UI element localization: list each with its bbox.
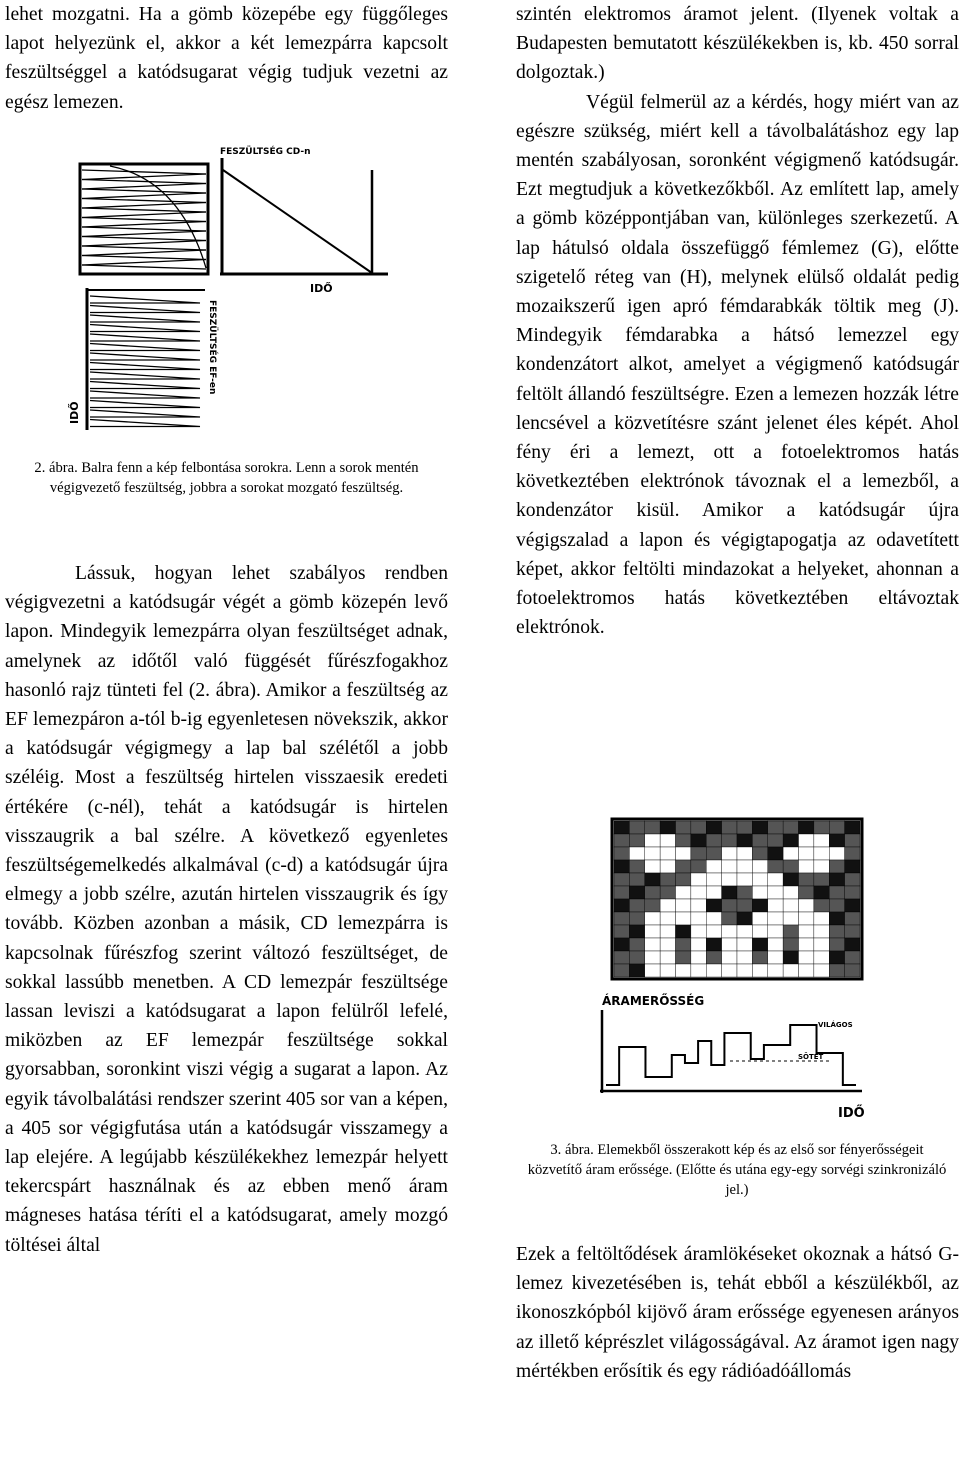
mosaic-cell: [691, 925, 706, 938]
mosaic-cell: [799, 886, 814, 899]
mosaic-cell: [768, 925, 783, 938]
mosaic-cell: [783, 821, 798, 834]
mosaic-cell: [722, 938, 737, 951]
mosaic-cell: [645, 951, 660, 964]
mosaic-cell: [799, 860, 814, 873]
mosaic-cell: [783, 925, 798, 938]
mosaic-cell: [706, 912, 721, 925]
mosaic-cell: [752, 951, 767, 964]
sawtooth-line: [90, 334, 200, 341]
mosaic-cell: [614, 964, 629, 977]
mosaic-cell: [814, 886, 829, 899]
ef-voltage-graph: [67, 288, 219, 430]
paragraph-right-3: Ezek a feltöltődések áramlökéseket okoznak a hátsó G-lemez kivezetésében is, tehát ebből a készülékből, az ikonoszkópból kijövő áram erőssége egyenesen arányos az illető képrészlet világosságával. Az áramot igen nagy mértékben erősítik és egy rádióadóállomás: [516, 1244, 959, 1382]
current-graph: [600, 993, 865, 1121]
mosaic-cell: [676, 873, 691, 886]
mosaic-cell: [660, 860, 675, 873]
mosaic-cell: [845, 886, 860, 899]
right-column-lower: [516, 1240, 959, 1386]
mosaic-cell: [737, 834, 752, 847]
mosaic-cell: [829, 912, 844, 925]
mosaic-cell: [676, 938, 691, 951]
mosaic-cell: [629, 886, 644, 899]
mosaic-cell: [845, 925, 860, 938]
mosaic-cell: [645, 899, 660, 912]
raster-scan-frame: [80, 164, 208, 274]
mosaic-cell: [645, 860, 660, 873]
mosaic-cell: [676, 834, 691, 847]
mosaic-cell: [814, 899, 829, 912]
mosaic-cell: [629, 964, 644, 977]
mosaic-cell: [645, 847, 660, 860]
mosaic-cell: [614, 873, 629, 886]
sawtooth-line: [90, 296, 200, 303]
mosaic-cell: [752, 873, 767, 886]
mosaic-cell: [676, 964, 691, 977]
sawtooth-line: [90, 420, 200, 427]
paragraph-left-1: lehet mozgatni. Ha a gömb közepébe egy függőleges lapot helyezünk el, akkor a két lemezpárra kapcsolt feszültséggel a katódsugarat végig tudjuk vezetni az egész lemezen.: [5, 4, 448, 113]
mosaic-cell: [645, 873, 660, 886]
left-column: [5, 0, 448, 117]
mosaic-cell: [752, 899, 767, 912]
mosaic-cell: [691, 873, 706, 886]
mosaic-cell: [799, 847, 814, 860]
mosaic-cell: [829, 847, 844, 860]
mosaic-cell: [691, 834, 706, 847]
mosaic-cell: [722, 951, 737, 964]
sawtooth-line: [90, 382, 200, 389]
mosaic-cell: [691, 938, 706, 951]
mosaic-cell: [799, 951, 814, 964]
mosaic-cell: [829, 860, 844, 873]
mosaic-cell: [645, 925, 660, 938]
mosaic-cell: [660, 951, 675, 964]
mosaic-cell: [722, 821, 737, 834]
paragraph-left-2: Lássuk, hogyan lehet szabályos rendben végigvezetni a katódsugár végét a gömb közepén levő lapon. Mindegyik lemezpárra olyan feszültséget adnak, amelynek az időtől való függését fűrészfogakhoz hasonló rajz tünteti fel (2. ábra). Amikor a feszültség az EF lemezpáron a-tól b-ig egyenletesen növekszik, akkor a katódsugár végigmegy a lap bal szélétől a jobb széléig. Most a feszültség hirtelen visszaesik eredeti értékére (c-nél), tehát a katódsugár is hirtelen visszaugrik a bal szélre. A következő egyenletes feszültségemelkedés alkalmával (c-d) a katódsugár újra elmegy a jobb szélre, azután hirtelen visszaugrik és így tovább. Közben azonban a másik, CD lemezpárra is kapcsolnak fűrészfog szerint változó feszültséget, de sokkal lassúbb menetben. A CD lemezpár feszültsége lassan leviszi a katódsugarat a lapon felülről lefelé, miközben az EF lemezpár feszültsége sokkal gyorsabban, soronkint viszi végig a sugarat a lapon. Az egyik távolbalátási rendszer szerint 405 sor van a képen, a 405 sor végigfutása után a katódsugár visszamegy a lap elejére. A legújabb készülékekhez lemezpár helyett tekercspárt használnak és az ebben menő áram mágneses hatása téríti el a katódsugarat, amely mozgó töltései által: [5, 563, 448, 1256]
mosaic-cell: [614, 899, 629, 912]
cd-voltage-label: FESZÜLTSÉG CD-n: [220, 147, 311, 157]
mosaic-cell: [676, 912, 691, 925]
mosaic-cell: [660, 873, 675, 886]
mosaic-cell: [629, 834, 644, 847]
mosaic-cell: [722, 964, 737, 977]
mosaic-cell: [783, 834, 798, 847]
current-label: ÁRAMERŐSSÉG: [602, 994, 705, 1008]
mosaic-cell: [768, 873, 783, 886]
mosaic-cell: [845, 938, 860, 951]
mosaic-cell: [676, 847, 691, 860]
mosaic-cell: [829, 951, 844, 964]
figure-3-caption: 3. ábra. Elemekből összerakott kép és az első sor fényerősségeit közvetítő áram erőssége. (Előtte és utána egy-egy sorvégi szinkronizáló jel.): [527, 1142, 947, 1198]
mosaic-cell: [614, 912, 629, 925]
mosaic-cell: [706, 821, 721, 834]
mosaic-cell: [768, 821, 783, 834]
mosaic-cell: [645, 834, 660, 847]
sawtooth-line: [90, 325, 200, 332]
time-label: IDŐ: [838, 1106, 865, 1121]
mosaic-cell: [706, 873, 721, 886]
mosaic-cell: [737, 899, 752, 912]
sawtooth-line: [90, 344, 200, 351]
mosaic-cell: [814, 821, 829, 834]
mosaic-cell: [814, 860, 829, 873]
mosaic-cell: [706, 964, 721, 977]
mosaic-cell: [829, 873, 844, 886]
mosaic-cell: [829, 834, 844, 847]
mosaic-cell: [660, 847, 675, 860]
mosaic-cell: [676, 951, 691, 964]
mosaic-cell: [814, 912, 829, 925]
mosaic-cell: [799, 834, 814, 847]
mosaic-cell: [645, 821, 660, 834]
mosaic-cell: [783, 899, 798, 912]
sawtooth-line: [90, 372, 200, 379]
mosaic-cell: [752, 886, 767, 899]
mosaic-cell: [629, 925, 644, 938]
mosaic-cell: [691, 899, 706, 912]
mosaic-cell: [829, 964, 844, 977]
right-column: [516, 0, 959, 642]
mosaic-cell: [768, 912, 783, 925]
mosaic-cell: [737, 847, 752, 860]
mosaic-cell: [829, 938, 844, 951]
mosaic-cell: [845, 964, 860, 977]
mosaic-cell: [691, 886, 706, 899]
mosaic-cell: [722, 834, 737, 847]
mosaic-cell: [783, 938, 798, 951]
sawtooth-line: [90, 353, 200, 360]
paragraph-right-2: Végül felmerül az a kérdés, hogy miért van az egészre szükség, miért kell a távolbalátáshoz egy lap mentén szabályosan, soronként végigmenő katódsugár. Ezt megtudjuk a következőkből. Az említett lap, amely a gömb középpontjában van, különleges szerkezetű. A lap hátulsó oldala összefüggő fémlemez (G), előtte szigetelő réteg van (H), melynek elülső oldalát pedig mozaikszerű igen apró fémdarabkák töltik meg (J). Mindegyik fémdarabka a hátsó lemezzel egy kondenzátort alkot, amelyet a végigmenő katódsugár feltölt állandó feszültségre. Ezen a lemezen hozzák létre lencsével a közvetítésre szánt jelenet éles képét. Ahol fény éri a lemezt, ott a fotoelektromos hatás következtében elektrónok távoznak el a lemezből, a kondenzátor kisül. Amikor a katódsugár újra végigszalad a lapon és végigtapogatja az odavetített képet, akkor feltölti mindazokat a helyeket, ahonnan a fotoelektromos hatás következtében eltávoztak elektrónok.: [516, 91, 959, 639]
mosaic-cell: [629, 873, 644, 886]
mosaic-cell: [768, 886, 783, 899]
mosaic-cell: [783, 886, 798, 899]
mosaic-cell: [660, 912, 675, 925]
mosaic-cell: [752, 964, 767, 977]
mosaic-cell: [737, 938, 752, 951]
mosaic-cell: [829, 899, 844, 912]
mosaic-cell: [737, 886, 752, 899]
sawtooth-line: [90, 391, 200, 398]
left-column-lower: [5, 559, 448, 1260]
mosaic-cell: [706, 938, 721, 951]
mosaic-cell: [629, 912, 644, 925]
mosaic-cell: [799, 873, 814, 886]
mosaic-cell: [722, 925, 737, 938]
mosaic-cell: [660, 964, 675, 977]
mosaic-cell: [783, 873, 798, 886]
mosaic-cell: [676, 821, 691, 834]
mosaic-cell: [629, 860, 644, 873]
mosaic-cell: [660, 886, 675, 899]
mosaic-cell: [768, 899, 783, 912]
mosaic-cell: [706, 899, 721, 912]
mosaic-cell: [752, 834, 767, 847]
mosaic-cell: [783, 912, 798, 925]
mosaic-cell: [814, 951, 829, 964]
mosaic-cell: [722, 860, 737, 873]
mosaic-cell: [614, 847, 629, 860]
mosaic-cell: [706, 834, 721, 847]
mosaic-cell: [691, 912, 706, 925]
mosaic-cell: [768, 847, 783, 860]
mosaic-cell: [845, 860, 860, 873]
mosaic-cell: [737, 912, 752, 925]
mosaic-cell: [814, 964, 829, 977]
mosaic-cell: [737, 925, 752, 938]
mosaic-cell: [752, 821, 767, 834]
mosaic-cell: [752, 847, 767, 860]
mosaic-cell: [722, 873, 737, 886]
mosaic-cell: [660, 899, 675, 912]
mosaic-cell: [814, 834, 829, 847]
mosaic-cell: [614, 951, 629, 964]
mosaic-cell: [768, 938, 783, 951]
mosaic-cell: [660, 938, 675, 951]
mosaic-cell: [799, 912, 814, 925]
mosaic-cell: [676, 860, 691, 873]
cd-voltage-graph: [220, 145, 388, 295]
mosaic-cell: [629, 821, 644, 834]
time-label-top: IDŐ: [310, 282, 333, 295]
mosaic-cell: [691, 821, 706, 834]
mosaic-cell: [722, 912, 737, 925]
mosaic-cell: [783, 964, 798, 977]
mosaic-cell: [752, 925, 767, 938]
mosaic-cell: [614, 821, 629, 834]
sawtooth-line: [90, 401, 200, 408]
dark-label: SÖTÉT: [798, 1053, 824, 1061]
mosaic-cell: [660, 834, 675, 847]
mosaic-cell: [845, 873, 860, 886]
mosaic-cell: [768, 964, 783, 977]
figure-2: [70, 140, 400, 455]
mosaic-cell: [629, 899, 644, 912]
figure-2-caption: 2. ábra. Balra fenn a kép felbontása sorokra. Lenn a sorok mentén végigvezető feszültség, jobbra a sorokat mozgató feszültség.: [34, 460, 419, 496]
mosaic-cell: [845, 821, 860, 834]
paragraph-right-1: szintén elektromos áramot jelent. (Ilyenek voltak a Budapesten bemutatott készülékekben is, kb. 450 sorral dolgoztak.): [516, 4, 959, 84]
mosaic-cell: [691, 964, 706, 977]
mosaic-cell: [768, 834, 783, 847]
mosaic-cell: [737, 951, 752, 964]
mosaic-cell: [814, 938, 829, 951]
mosaic-cell: [799, 964, 814, 977]
mosaic-cell: [768, 951, 783, 964]
mosaic-cell: [722, 847, 737, 860]
mosaic-cell: [814, 873, 829, 886]
mosaic-cell: [614, 886, 629, 899]
mosaic-cell: [845, 847, 860, 860]
mosaic-cell: [737, 964, 752, 977]
mosaic-cell: [829, 925, 844, 938]
mosaic-cell: [676, 899, 691, 912]
mosaic-cell: [660, 925, 675, 938]
figure-3: [590, 815, 880, 1125]
mosaic-cell: [814, 847, 829, 860]
mosaic-cell: [691, 951, 706, 964]
mosaic-cell: [799, 938, 814, 951]
mosaic-cell: [706, 847, 721, 860]
mosaic-cell: [614, 834, 629, 847]
mosaic-cell: [829, 821, 844, 834]
mosaic-cell: [737, 860, 752, 873]
mosaic-cell: [706, 886, 721, 899]
mosaic-cell: [706, 951, 721, 964]
mosaic-cell: [783, 951, 798, 964]
mosaic-cell: [752, 912, 767, 925]
mosaic-cell: [845, 951, 860, 964]
mosaic-cell: [845, 912, 860, 925]
mosaic-cell: [768, 860, 783, 873]
ef-voltage-label: FESZÜLTSÉG EF-en: [207, 300, 217, 395]
mosaic-cell: [829, 886, 844, 899]
mosaic-cell: [645, 886, 660, 899]
mosaic-cell: [645, 938, 660, 951]
mosaic-cell: [645, 912, 660, 925]
mosaic-cell: [706, 860, 721, 873]
mosaic-cell: [722, 886, 737, 899]
mosaic-cell: [629, 847, 644, 860]
sawtooth-line: [90, 410, 200, 417]
mosaic-cell: [783, 860, 798, 873]
mosaic-cell: [799, 925, 814, 938]
mosaic-cell: [737, 821, 752, 834]
time-label-bottom: IDŐ: [68, 401, 81, 424]
mosaic-cell: [676, 925, 691, 938]
mosaic-cell: [706, 925, 721, 938]
mosaic-cell: [737, 873, 752, 886]
mosaic-cell: [722, 899, 737, 912]
mosaic-cell: [660, 821, 675, 834]
mosaic-cell: [845, 899, 860, 912]
mosaic-cell: [629, 938, 644, 951]
sawtooth-line: [90, 363, 200, 370]
mosaic-cell: [752, 938, 767, 951]
mosaic-cell: [783, 847, 798, 860]
mosaic-cell: [614, 860, 629, 873]
mosaic-cell: [629, 951, 644, 964]
mosaic-cell: [676, 886, 691, 899]
mosaic-cell: [799, 821, 814, 834]
mosaic-cell: [614, 925, 629, 938]
sawtooth-line: [90, 315, 200, 322]
sawtooth-line: [90, 306, 200, 313]
mosaic-cell: [614, 938, 629, 951]
mosaic-cell: [691, 860, 706, 873]
bright-label: VILÁGOS: [818, 1021, 853, 1029]
mosaic-cell: [752, 860, 767, 873]
mosaic-cell: [645, 964, 660, 977]
mosaic-cell: [814, 925, 829, 938]
mosaic-image: [612, 819, 862, 979]
mosaic-cell: [691, 847, 706, 860]
mosaic-cell: [799, 899, 814, 912]
mosaic-cell: [845, 834, 860, 847]
